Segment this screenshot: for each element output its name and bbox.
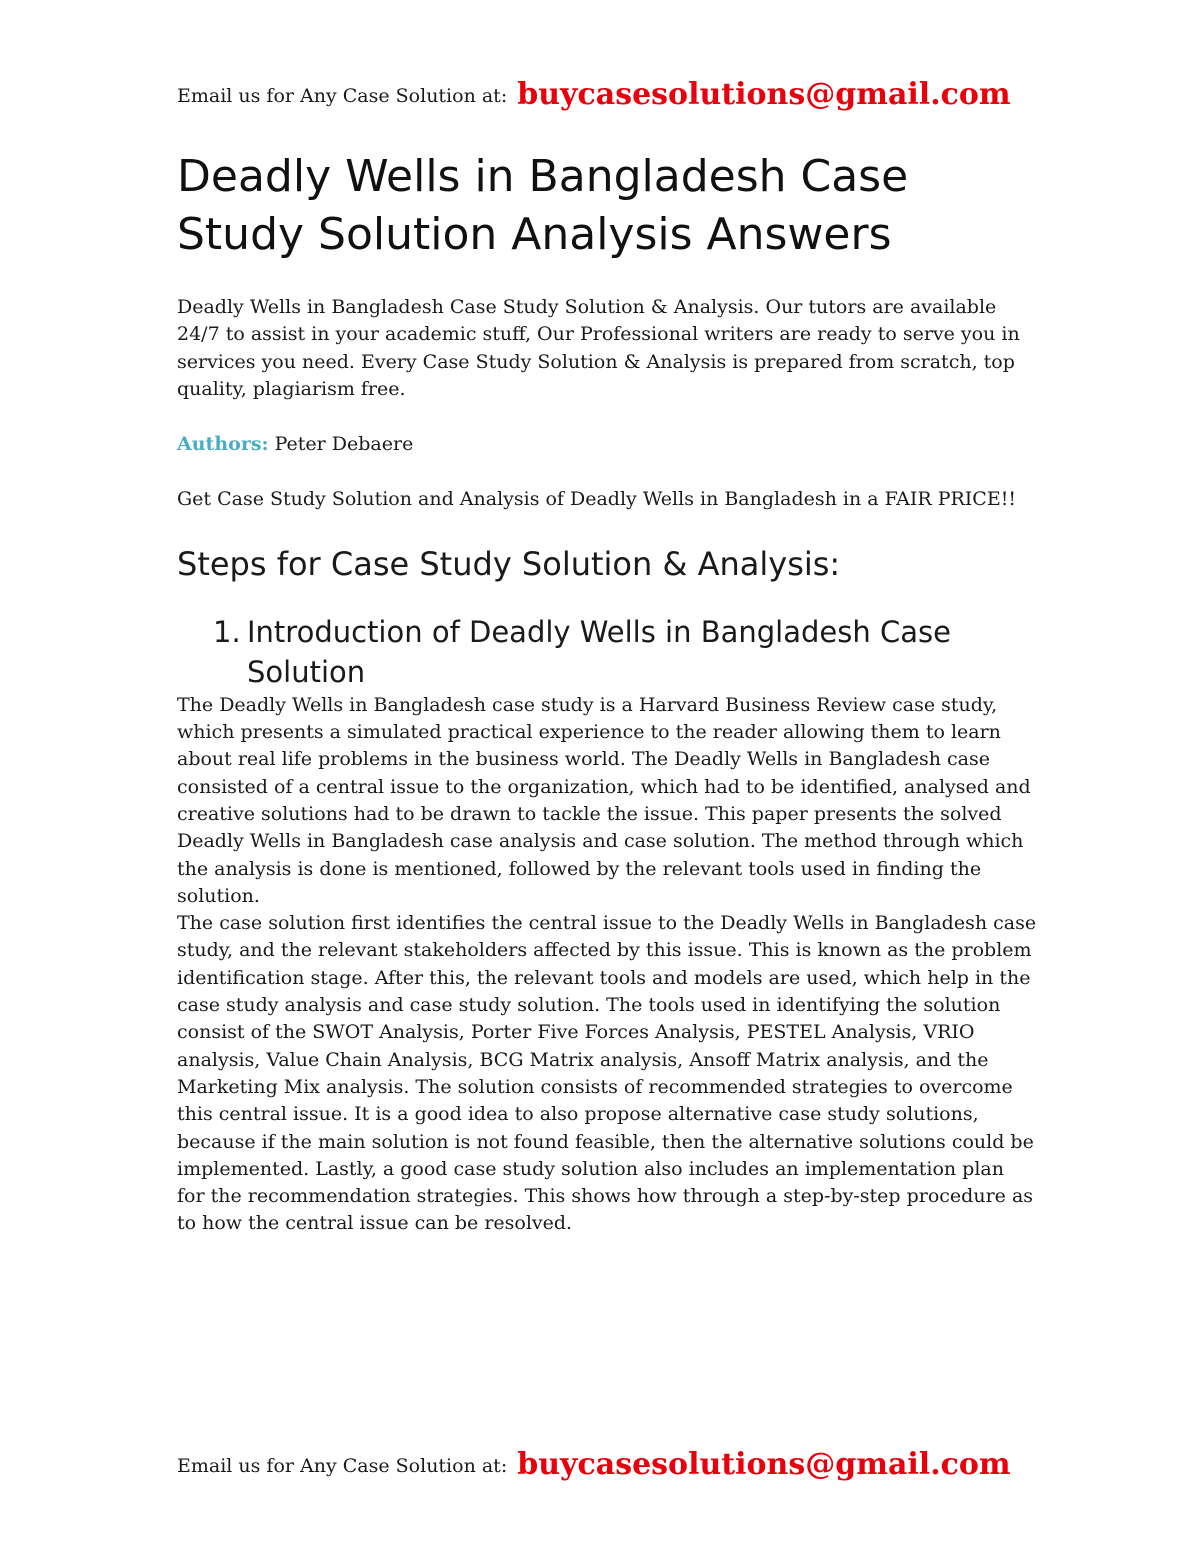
authors-label: Authors: xyxy=(177,433,269,456)
steps-list xyxy=(177,612,1037,692)
authors-line xyxy=(177,431,1037,458)
header-contact-line xyxy=(177,77,1077,112)
document-title: Deadly Wells in Bangladesh Case Study Solution Analysis Answers xyxy=(177,151,909,260)
section-1-title: Introduction of Deadly Wells in Bangladesh Case Solution xyxy=(247,614,951,689)
section-1-number: 1. xyxy=(213,614,241,649)
authors-name: Peter Debaere xyxy=(274,433,414,456)
header-email-link[interactable]: buycasesolutions@gmail.com xyxy=(517,77,1011,112)
footer-contact-prefix: Email us for Any Case Solution at: xyxy=(177,1455,508,1477)
section-1-heading xyxy=(213,612,1037,692)
section-1-paragraph-2: The case solution first identifies the central issue to the Deadly Wells in Bangladesh case study, and the relevant stakeholders affected by this issue. This is known as the problem identification stage. After this, the relevant tools and models are used, which help in the case study analysis and case study solution. The tools used in identifying the solution consist of the SWOT Analysis, Porter Five Forces Analysis, PESTEL Analysis, VRIO analysis, Value Chain Analysis, BCG Matrix analysis, Ansoff Matrix analysis, and the Marketing Mix analysis. The solution consists of recommended strategies to overcome this central issue. It is a good idea to also propose alternative case study solutions, because if the main solution is not found feasible, then the alternative solutions could be implemented. Lastly, a good case study solution also includes an implementation plan for the recommendation strategies. This shows how through a step-by-step procedure as to how the central issue can be resolved. xyxy=(177,912,1037,1235)
footer-email-link[interactable]: buycasesolutions@gmail.com xyxy=(517,1447,1011,1482)
steps-heading: Steps for Case Study Solution & Analysis: xyxy=(177,544,841,583)
call-to-action: Get Case Study Solution and Analysis of Deadly Wells in Bangladesh in a FAIR PRICE!! xyxy=(177,488,1016,511)
section-1-paragraph-1: The Deadly Wells in Bangladesh case study is a Harvard Business Review case study, which presents a simulated practical experience to the reader allowing them to learn about real life problems in the business world. The Deadly Wells in Bangladesh case consisted of a central issue to the organization, which had to be identified, analysed and creative solutions had to be drawn to tackle the issue. This paper presents the solved Deadly Wells in Bangladesh case analysis and case solution. The method through which the analysis is done is mentioned, followed by the relevant tools used in finding the solution. xyxy=(177,693,1031,907)
footer-contact-line xyxy=(177,1447,1077,1482)
intro-paragraph: Deadly Wells in Bangladesh Case Study Solution & Analysis. Our tutors are available 24/7 to assist in your academic stuff, Our Professional writers are ready to serve you in services you need. Every Case Study Solution & Analysis is prepared from scratch, top quality, plagiarism free. xyxy=(177,296,1020,400)
document-content xyxy=(177,148,1037,1238)
header-contact-prefix: Email us for Any Case Solution at: xyxy=(177,85,508,107)
